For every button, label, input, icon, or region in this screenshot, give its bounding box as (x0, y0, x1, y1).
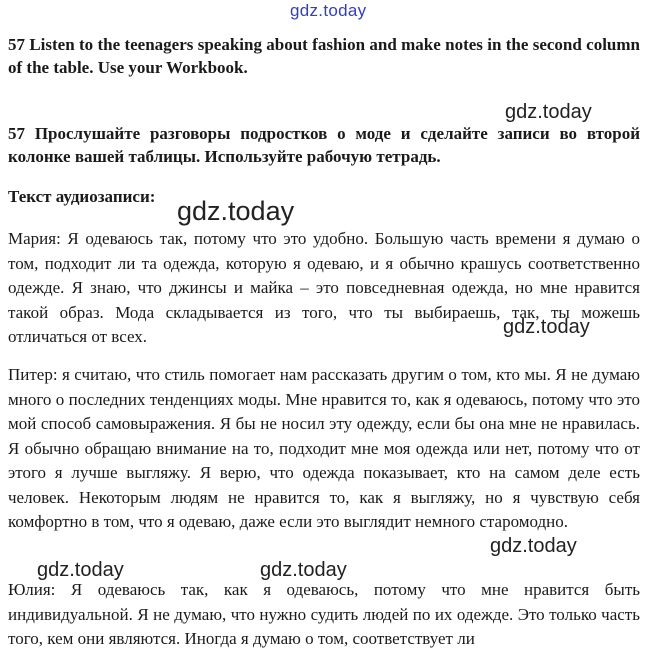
paragraph-maria: Мария: Я одеваюсь так, потому что это удобно. Большую часть времени я думаю о том, подходит ли та одежда, которую я одеваю, и я обычно крашусь соответственно одежде. Я знаю, что джинсы и майка – это повседневная одежда, но мне нравится такой образ. Мода складывается из того, что ты выбираешь, так, ты можешь отличаться от всех. (8, 229, 640, 346)
watermark-header: gdz.today (290, 1, 367, 20)
task-title-russian: 57 Прослушайте разговоры подростков о моде и сделайте записи во второй колонке вашей таблицы. Используйте рабочую тетрадь. (8, 124, 640, 166)
watermark: gdz.today (37, 559, 124, 581)
watermark: gdz.today (505, 101, 592, 123)
transcript-heading: Текст аудиозаписи: (8, 187, 156, 206)
watermark: gdz.today (490, 535, 577, 557)
watermark: gdz.today (177, 196, 295, 226)
watermark: gdz.today (503, 316, 590, 338)
watermark: gdz.today (260, 559, 347, 581)
task-title-english: 57 Listen to the teenagers speaking about fashion and make notes in the second column of the table. Use your Workbook. (8, 35, 640, 77)
paragraph-peter: Питер: я считаю, что стиль помогает нам рассказать другим о том, кто мы. Я не думаю много о последних тенденциях моды. Мне нравится то, как я одеваюсь, потому что это мой способ самовыражения. Я бы не носил эту одежду, если бы она мне не нравилась. Я обычно обращаю внимание на то, подходит мне моя одежда или нет, потому что от этого я лучше выгляжу. Я верю, что одежда показывает, кто на самом деле есть человек. Некоторым людям не нравится то, как я выгляжу, но я чувствую себя комфортно в том, что я одеваю, даже если это выглядит немного старомодно. (8, 365, 640, 531)
paragraph-julia: Юлия: Я одеваюсь так, как я одеваюсь, потому что мне нравится быть индивидуальной. Я не думаю, что нужно судить людей по их одежде. Это только часть того, кем они являются. Иногда я думаю о том, соответствует ли (8, 580, 640, 648)
